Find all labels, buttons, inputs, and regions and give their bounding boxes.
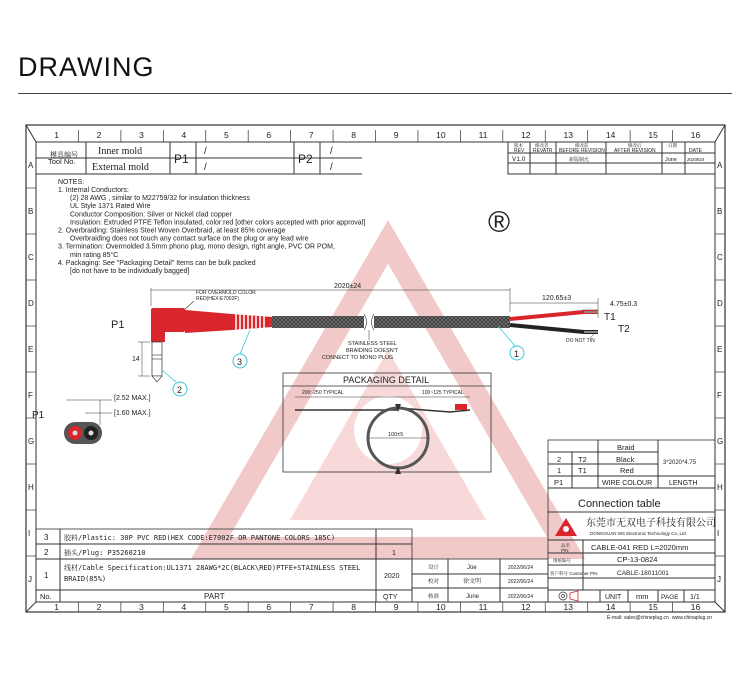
date-header: DATE xyxy=(689,148,702,154)
bom-row1-part: 线材/Cable Specification:UL1371 28AWG*2C(BLACK\RED)PTFE+STAINLESS STEEL xyxy=(64,564,361,572)
braid-note-1: STAINLESS STEEL xyxy=(348,341,397,347)
signoff-design-label: 设计 xyxy=(428,565,440,571)
column-label: 16 xyxy=(690,602,701,612)
column-label: 4 xyxy=(181,602,187,612)
rev-header: REV xyxy=(514,148,525,154)
cable-drawing xyxy=(32,283,637,444)
company-name-en: DONGGUAN WS Electronic Technology Co.,Ltd xyxy=(590,531,686,536)
ct-row-red: Red xyxy=(620,466,634,475)
signoff-check-date: 2022/06/24 xyxy=(508,579,534,585)
notes-title: NOTES: xyxy=(58,179,85,186)
column-label: 9 xyxy=(393,130,399,140)
column-label: 15 xyxy=(648,130,658,140)
ct-p1: P1 xyxy=(554,478,564,487)
unit-value: mm xyxy=(636,592,649,601)
pn-label: P/N xyxy=(561,548,569,553)
connection-table xyxy=(548,440,715,512)
p2-inner-slash: / xyxy=(330,146,333,157)
bom-row2-qty: 1 xyxy=(392,550,396,557)
ct-row-braid: Braid xyxy=(617,443,635,452)
column-label: 12 xyxy=(521,130,531,140)
revatr-header-cn: 修改者 xyxy=(535,143,549,148)
row-label: D xyxy=(717,299,723,308)
strain-relief xyxy=(185,310,272,333)
signoff-approve-name: June xyxy=(466,594,480,600)
company-name-cn: 东莞市无双电子科技有限公司 xyxy=(586,518,716,529)
after-header: AFTER REVISION xyxy=(614,148,656,154)
column-label: 3 xyxy=(139,130,144,140)
p1-external-slash: / xyxy=(204,162,207,173)
dim-1-60: [1.60 MAX.] xyxy=(114,410,151,417)
date-value: 2020824 xyxy=(687,157,705,162)
overmold-note-2: RED(HEX:E7002F) xyxy=(196,296,240,302)
before-header-cn: 修改前 xyxy=(575,143,589,148)
column-label: 8 xyxy=(351,602,357,612)
column-label: 6 xyxy=(266,130,272,140)
column-label: 16 xyxy=(690,130,701,140)
p2-label: P2 xyxy=(298,152,313,166)
ct-row2-a: 2 xyxy=(557,455,562,464)
bom-row1-qty: 2020 xyxy=(384,573,400,580)
before-value: 新版制允 xyxy=(569,157,590,163)
signoff-check-name: 徐文明 xyxy=(463,579,482,585)
plug-length-dim: 14 xyxy=(132,356,140,363)
row-label: J xyxy=(28,575,32,584)
column-label: 4 xyxy=(181,130,187,140)
signoff-approve-label: 核准 xyxy=(428,594,440,600)
black-wire xyxy=(510,325,598,332)
packaging-dim-a: 200~250 TYPICAL xyxy=(302,390,344,396)
revatr-header: REVATR xyxy=(533,148,553,154)
note-line: Conductor Composition: Silver or Nickel clad copper xyxy=(70,211,232,219)
ct-row-black: Black xyxy=(616,455,635,464)
rev-header-cn: 版本 xyxy=(514,143,523,148)
column-label: 3 xyxy=(139,602,144,612)
note-line: [do not have to be individually bagged] xyxy=(70,268,190,275)
ct-length-value: 3*2020*4.75 xyxy=(663,460,697,466)
t2-callout: T2 xyxy=(618,324,630,335)
drawing-no-label: 图纸编号 xyxy=(553,558,571,563)
page-label: PAGE xyxy=(661,594,679,601)
column-label: 13 xyxy=(563,602,573,612)
column-label: 5 xyxy=(223,602,229,612)
drawing-no-value: CP-13-0824 xyxy=(617,555,658,564)
external-mold-label: External mold xyxy=(92,162,149,173)
customer-pn-label: 客户料号 Customer P/N xyxy=(550,571,598,576)
projection-symbol xyxy=(559,591,578,601)
ct-row1-b: T1 xyxy=(578,466,587,475)
column-label: 12 xyxy=(521,602,531,612)
t1-callout: T1 xyxy=(604,312,616,323)
row-label: A xyxy=(28,161,34,170)
note-line: 2. Overbraiding: Stainless Steel Woven Overbraid, at least 85% coverage xyxy=(58,227,286,235)
tool-no-label: Tool No. xyxy=(48,157,76,166)
note-line: Insulation: Extruded PTFE Teflon insulated, color:red [other colors accepted with prior approval] xyxy=(70,219,366,227)
p1-callout: P1 xyxy=(111,319,125,331)
column-label: 13 xyxy=(563,130,573,140)
column-label: 6 xyxy=(266,602,272,612)
page-value: 1/1 xyxy=(690,594,700,601)
do-not-tin-note: DO NOT TIN xyxy=(566,338,595,344)
note-line: Overbraiding does not touch any contact surface on the plug or any lead wire xyxy=(70,235,309,243)
packaging-title: PACKAGING DETAIL xyxy=(343,375,430,385)
column-label: 11 xyxy=(478,602,488,612)
signoff-table xyxy=(412,559,548,602)
notes-block xyxy=(58,179,365,275)
customer-pn-value: CABLE-18011001 xyxy=(617,570,669,577)
page-heading: DRAWING xyxy=(18,52,155,82)
ct-header-colour: WIRE COLOUR xyxy=(602,480,653,487)
column-label: 14 xyxy=(605,130,616,140)
column-label: 1 xyxy=(54,602,59,612)
signoff-design-date: 2022/06/24 xyxy=(508,565,534,571)
overmold-note-1: FOR OVERMOLD COLOR xyxy=(196,290,256,296)
row-label: A xyxy=(717,161,723,170)
braid-note-3: CONNECT TO MONO PLUG xyxy=(322,355,394,361)
signoff-design-name: Joe xyxy=(467,565,477,571)
note-line: 4. Packaging: See "Packaging Detail" Items can be bulk packed xyxy=(58,259,256,267)
signoff-check-label: 校对 xyxy=(428,579,440,585)
row-label: H xyxy=(717,483,723,492)
row-label: B xyxy=(28,207,34,216)
column-label: 14 xyxy=(605,602,616,612)
revision-block xyxy=(508,142,715,174)
bom-row3-part: 胶料/Plastic: 30P PVC RED(HEX CODE:E7002F OR PANTONE COLORS 185C) xyxy=(64,534,336,542)
balloon-1-label: 1 xyxy=(514,349,520,359)
row-label: J xyxy=(717,575,721,584)
p1-inner-slash: / xyxy=(204,146,207,157)
dim-2-52: [2.52 MAX.] xyxy=(114,395,151,402)
bom-header-part: PART xyxy=(204,592,225,601)
bom-row1-no: 1 xyxy=(44,571,49,580)
row-label: B xyxy=(717,207,723,216)
date-header-cn: 日期 xyxy=(668,143,677,148)
column-label: 10 xyxy=(436,602,446,612)
column-label: 1 xyxy=(54,130,59,140)
p2-external-slash: / xyxy=(330,162,333,173)
packaging-dim-b: 100~125 TYPICAL xyxy=(422,390,464,396)
bom-row3-no: 3 xyxy=(44,533,49,542)
plug-body xyxy=(151,308,185,332)
row-label: D xyxy=(28,299,34,308)
note-line: 3. Termination: Overmolded 3.5mm phono plug, mono design, right angle, PVC OR POM, xyxy=(58,243,335,251)
strip-length-dim: 120.65±3 xyxy=(542,295,572,302)
packaging-coil-dim: 100±5 xyxy=(388,432,404,438)
note-line: UL Style 1371 Rated Wire xyxy=(70,203,151,211)
before-header: BEFORE REVISION xyxy=(559,148,605,154)
row-label: G xyxy=(28,437,35,446)
bom-header-no: No. xyxy=(40,592,52,601)
braid-note-2: BRAIDING DOESN'T xyxy=(346,348,399,354)
pn-label-cn: 品名 xyxy=(561,543,570,548)
note-line: min rating 85°C xyxy=(70,251,119,259)
column-label: 7 xyxy=(308,602,314,612)
ct-row2-b: T2 xyxy=(578,455,587,464)
ct-header-length: LENGTH xyxy=(669,480,698,487)
column-label: 9 xyxy=(393,602,399,612)
column-label: 10 xyxy=(436,130,446,140)
balloon-2-label: 2 xyxy=(177,385,183,395)
row-label: E xyxy=(28,345,34,354)
bom-header-qty: QTY xyxy=(383,594,398,601)
rev-value: V1.0 xyxy=(512,156,526,163)
company-web: www.chinaplug.cn xyxy=(672,615,713,621)
row-label: C xyxy=(28,253,34,262)
pn-value: CABLE-041 RED L=2020mm xyxy=(591,543,689,552)
column-label: 2 xyxy=(96,602,102,612)
row-label: I xyxy=(28,529,31,538)
date-month: June xyxy=(665,157,677,163)
p1-side-label: P1 xyxy=(32,410,45,421)
note-line: (2) 28 AWG , similar to M22759/32 for insulation thickness xyxy=(70,195,250,203)
inner-mold-label: Inner mold xyxy=(98,146,143,157)
bom-row2-no: 2 xyxy=(44,548,49,557)
tool-no-cn: 模具编号 xyxy=(50,152,78,159)
row-label: E xyxy=(717,345,723,354)
after-header-cn: 修改后 xyxy=(628,143,642,148)
ct-row1-a: 1 xyxy=(557,466,562,475)
tool-block xyxy=(36,142,362,174)
red-wire xyxy=(510,312,598,319)
column-label: 5 xyxy=(223,130,229,140)
tin-length-dim: 4.75±0.3 xyxy=(610,301,638,308)
ct-title: Connection table xyxy=(578,498,661,510)
row-label: C xyxy=(717,253,723,262)
note-line: 1. Internal Conductors: xyxy=(58,187,129,194)
total-length-dim: 2020±24 xyxy=(334,283,362,290)
row-label: G xyxy=(717,437,724,446)
bom-row2-part: 插头/Plug: P35260210 xyxy=(64,549,146,557)
column-label: 8 xyxy=(351,130,357,140)
row-label: F xyxy=(717,391,722,400)
braided-cable xyxy=(272,316,510,328)
unit-label: UNIT xyxy=(605,594,622,601)
p1-label: P1 xyxy=(174,152,189,166)
column-label: 11 xyxy=(478,130,488,140)
company-email: E-mail: sales@chineplug.cn xyxy=(607,615,669,621)
row-label: H xyxy=(28,483,34,492)
row-label: F xyxy=(28,391,33,400)
bom-row1-part2: BRAID(85%) xyxy=(64,575,107,583)
row-label: I xyxy=(717,529,720,538)
column-label: 15 xyxy=(648,602,658,612)
registered-mark: ® xyxy=(488,206,511,239)
column-label: 2 xyxy=(96,130,102,140)
balloon-3-label: 3 xyxy=(237,357,243,367)
signoff-approve-date: 2022/06/24 xyxy=(508,594,534,600)
column-label: 7 xyxy=(308,130,314,140)
